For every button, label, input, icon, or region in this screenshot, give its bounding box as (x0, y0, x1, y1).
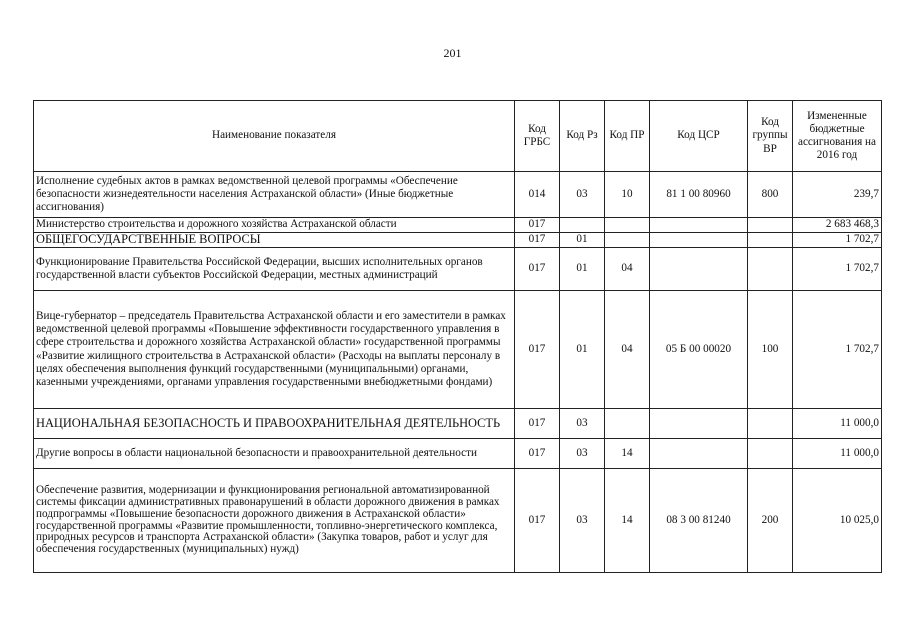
row-vr (748, 233, 793, 248)
row-vr (748, 218, 793, 233)
row-pr: 14 (605, 469, 650, 573)
row-grbs: 017 (515, 248, 560, 291)
header-name: Наименование показателя (34, 101, 515, 172)
row-amount: 11 000,0 (793, 439, 882, 469)
table-row (34, 469, 882, 573)
row-grbs: 017 (515, 439, 560, 469)
row-pr: 10 (605, 172, 650, 218)
row-name: ОБЩЕГОСУДАРСТВЕННЫЕ ВОПРОСЫ (34, 233, 515, 248)
row-rz: 03 (560, 172, 605, 218)
table-row (34, 409, 882, 439)
row-csr (650, 439, 748, 469)
row-name: Вице-губернатор – председатель Правительства Астраханской области и его заместители в рамках ведомственной целевой программы «Повышение эффективности государственного управления в сфере строительства и дорожного хозяйства Астраханской области» государственной программы «Развитие жилищного строительства в Астраханской области» (Расходы на выплаты персоналу в целях обеспечения выполнения функций государственными (муниципальными) органами, казенными учреждениями, органами управления государственными внебюджетными фондами) (34, 291, 515, 409)
header-pr: Код ПР (605, 101, 650, 172)
row-pr: 04 (605, 291, 650, 409)
table-row (34, 439, 882, 469)
table-row (34, 291, 882, 409)
table-row (34, 218, 882, 233)
row-csr: 05 Б 00 00020 (650, 291, 748, 409)
row-vr (748, 439, 793, 469)
row-pr: 14 (605, 439, 650, 469)
row-csr (650, 218, 748, 233)
row-csr (650, 409, 748, 439)
row-rz: 03 (560, 409, 605, 439)
row-vr (748, 248, 793, 291)
header-grbs: Код ГРБС (515, 101, 560, 172)
row-csr (650, 233, 748, 248)
row-name: Другие вопросы в области национальной безопасности и правоохранительной деятельности (34, 439, 515, 469)
row-rz: 03 (560, 439, 605, 469)
row-vr: 200 (748, 469, 793, 573)
row-name: НАЦИОНАЛЬНАЯ БЕЗОПАСНОСТЬ И ПРАВООХРАНИТЕЛЬНАЯ ДЕЯТЕЛЬНОСТЬ (34, 409, 515, 439)
row-grbs: 017 (515, 291, 560, 409)
header-csr: Код ЦСР (650, 101, 748, 172)
row-grbs: 017 (515, 469, 560, 573)
row-rz: 03 (560, 469, 605, 573)
row-grbs: 017 (515, 233, 560, 248)
row-amount: 2 683 468,3 (793, 218, 882, 233)
header-vr: Код группы ВР (748, 101, 793, 172)
row-csr (650, 248, 748, 291)
row-csr: 08 3 00 81240 (650, 469, 748, 573)
row-rz: 01 (560, 291, 605, 409)
row-pr (605, 409, 650, 439)
row-vr: 100 (748, 291, 793, 409)
table-row (34, 233, 882, 248)
row-grbs: 017 (515, 218, 560, 233)
table-row (34, 172, 882, 218)
row-name: Функционирование Правительства Российской Федерации, высших исполнительных органов государственной власти субъектов Российской Федерации, местных администраций (34, 248, 515, 291)
row-pr: 04 (605, 248, 650, 291)
row-rz: 01 (560, 233, 605, 248)
budget-table (33, 100, 882, 573)
row-grbs: 014 (515, 172, 560, 218)
row-name: Обеспечение развития, модернизации и функционирования региональной автоматизированной системы фиксации административных правонарушений в области дорожного движения в рамках подпрограммы «Повышение безопасности дорожного движения в Астраханской области» государственной программы «Развитие промышленности, топливно-энергетического комплекса, природных ресурсов и транспорта Астраханской области» (Закупка товаров, работ и услуг для обеспечения государственных (муниципальных) нужд) (34, 469, 515, 573)
row-rz (560, 218, 605, 233)
page-number: 201 (443, 46, 462, 60)
row-amount: 239,7 (793, 172, 882, 218)
row-csr: 81 1 00 80960 (650, 172, 748, 218)
row-grbs: 017 (515, 409, 560, 439)
table-row (34, 248, 882, 291)
table-header-row (34, 101, 882, 172)
header-amount: Измененные бюджетные ассигнования на 2016 год (793, 101, 882, 172)
row-amount: 10 025,0 (793, 469, 882, 573)
row-vr (748, 409, 793, 439)
row-amount: 1 702,7 (793, 291, 882, 409)
row-name: Министерство строительства и дорожного хозяйства Астраханской области (34, 218, 515, 233)
row-amount: 1 702,7 (793, 248, 882, 291)
header-rz: Код Рз (560, 101, 605, 172)
row-pr (605, 233, 650, 248)
row-vr: 800 (748, 172, 793, 218)
row-amount: 11 000,0 (793, 409, 882, 439)
row-name: Исполнение судебных актов в рамках ведомственной целевой программы «Обеспечение безопасности жизнедеятельности населения Астраханской области» (Иные бюджетные ассигнования) (34, 172, 515, 218)
row-amount: 1 702,7 (793, 233, 882, 248)
row-rz: 01 (560, 248, 605, 291)
row-pr (605, 218, 650, 233)
